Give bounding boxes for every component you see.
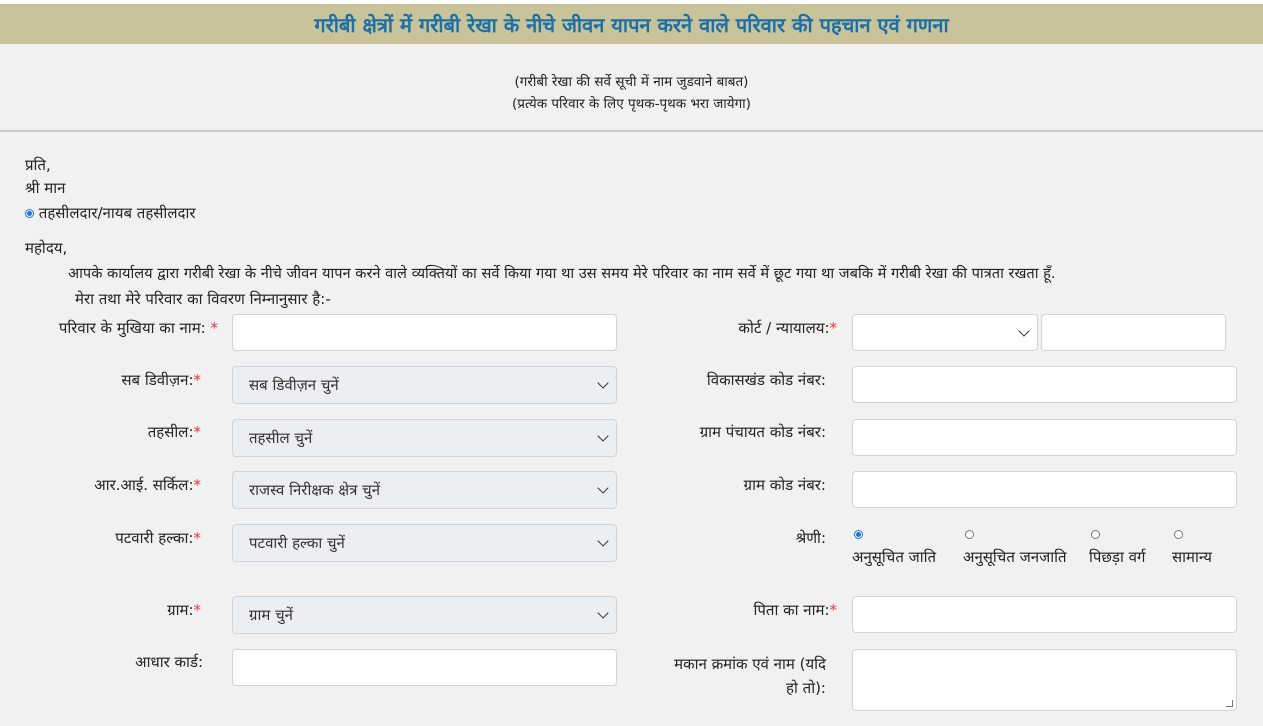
category-label: श्रेणी: [795,529,826,547]
subheading [0,44,1263,132]
sub-division-label: सब डिवीज़न:* [121,371,201,389]
chevron-down-icon [1018,325,1029,336]
sir-label: श्री मान [25,179,66,197]
father-name-input[interactable] [852,596,1237,633]
category-radio[interactable] [965,530,974,539]
patwari-select[interactable]: पटवारी हल्का चुनें [232,524,617,562]
aadhar-label: आधार कार्ड: [135,653,203,671]
head-name-label: परिवार के मुखिया का नाम: * [58,319,218,337]
chevron-down-icon [597,430,608,441]
chevron-down-icon [597,482,608,493]
application-form: प्रति, श्री मान तहसीलदार/नायब तहसीलदार महोदय, आपके कार्यालय द्वारा गरीबी रेखा के नीचे जीवन यापन करने वाले व्यक्तियों का सर्वे किया गया था उस समय मेरे परिवार का नाम सर्वे में छूट गया था जबकि में गरीबी रेखा की पात्रता रखता हूँ. मेरा तथा मेरे परिवार का विवरण निम्नानुसार है:- परिवार के मुखिया का नाम: * कोर्ट / न्यायालय:* सब डिवीज़न:* सब डिवीज़न चुनें विकासखंड कोड नंबर: तहसील:* तहसील चुनें ग्राम पंचायत कोड नंबर: आर.आई. सर्किल:* राजस्व निरीक्षक क्षेत्र चुनें ग्राम कोड नंबर: पटवारी हल्का:* पटवारी हल्का चुनें श्रेणी: अनुसूचित जाति अनुसूचित जनजाति पिछड़ा वर्ग सामान्य ग्राम:* ग्राम चुनें पिता का नाम:* आधार कार्ड: मकान क्रमांक एवं नाम (यदि हो तो): [0,132,1263,726]
court-label: कोर्ट / न्यायालय:* [738,319,837,337]
gram-panchayat-code-label: ग्राम पंचायत कोड नंबर: [699,423,826,441]
subheading-line-1: (गरीबी रेखा की सर्वे सूची में नाम जुडवाने बाबत) [514,74,749,90]
court-select[interactable] [852,314,1038,351]
court-input[interactable] [1041,314,1226,351]
ri-circle-select[interactable]: राजस्व निरीक्षक क्षेत्र चुनें [232,471,617,509]
category-radio[interactable] [854,530,863,539]
addressee-option[interactable] [25,203,195,223]
block-code-label: विकासखंड कोड नंबर: [706,371,826,389]
category-radio[interactable] [1091,530,1100,539]
aadhar-input[interactable] [232,649,617,686]
page-title: गरीबी क्षेत्रों में गरीबी रेखा के नीचे जीवन यापन करने वाले परिवार की पहचान एवं गणना [314,12,949,37]
block-code-input[interactable] [852,366,1237,403]
category-radio[interactable] [1174,530,1183,539]
village-select[interactable]: ग्राम चुनें [232,596,617,634]
chevron-down-icon [597,535,608,546]
father-name-label: पिता का नाम:* [753,601,837,619]
addressee-radio[interactable] [25,209,34,218]
subheading-line-2: (प्रत्येक परिवार के लिए पृथक-पृथक भरा जायेगा) [512,96,751,112]
chevron-down-icon [597,607,608,618]
house-number-label: मकान क्रमांक एवं नाम (यदि हो तो): [674,655,826,697]
sub-division-select[interactable]: सब डिवीज़न चुनें [232,366,617,404]
letter-body: आपके कार्यालय द्वारा गरीबी रेखा के नीचे जीवन यापन करने वाले व्यक्तियों का सर्वे किया गया था उस समय मेरे परिवार का नाम सर्वे में छूट गया था जबकि में गरीबी रेखा की पात्रता रखता हूँ. [68,265,1056,282]
resize-handle-icon[interactable] [1226,700,1233,707]
gram-panchayat-code-input[interactable] [852,419,1237,456]
head-name-input[interactable] [232,314,617,351]
chevron-down-icon [597,377,608,388]
village-code-label: ग्राम कोड नंबर: [743,476,826,494]
patwari-label: पटवारी हल्का:* [115,529,201,547]
tehsil-label: तहसील:* [147,423,201,441]
salutation: महोदय, [25,239,68,257]
addressee-label: तहसीलदार/नायब तहसीलदार [38,204,196,222]
tehsil-select[interactable]: तहसील चुनें [232,419,617,457]
house-number-textarea[interactable] [852,649,1237,711]
village-code-input[interactable] [852,471,1237,508]
to-label: प्रति, [25,156,51,174]
ri-circle-label: आर.आई. सर्किल:* [94,476,201,494]
title-bar [0,4,1263,44]
village-label: ग्राम:* [167,601,201,619]
letter-body-2: मेरा तथा मेरे परिवार का विवरण निम्नानुसार है:- [75,290,331,308]
